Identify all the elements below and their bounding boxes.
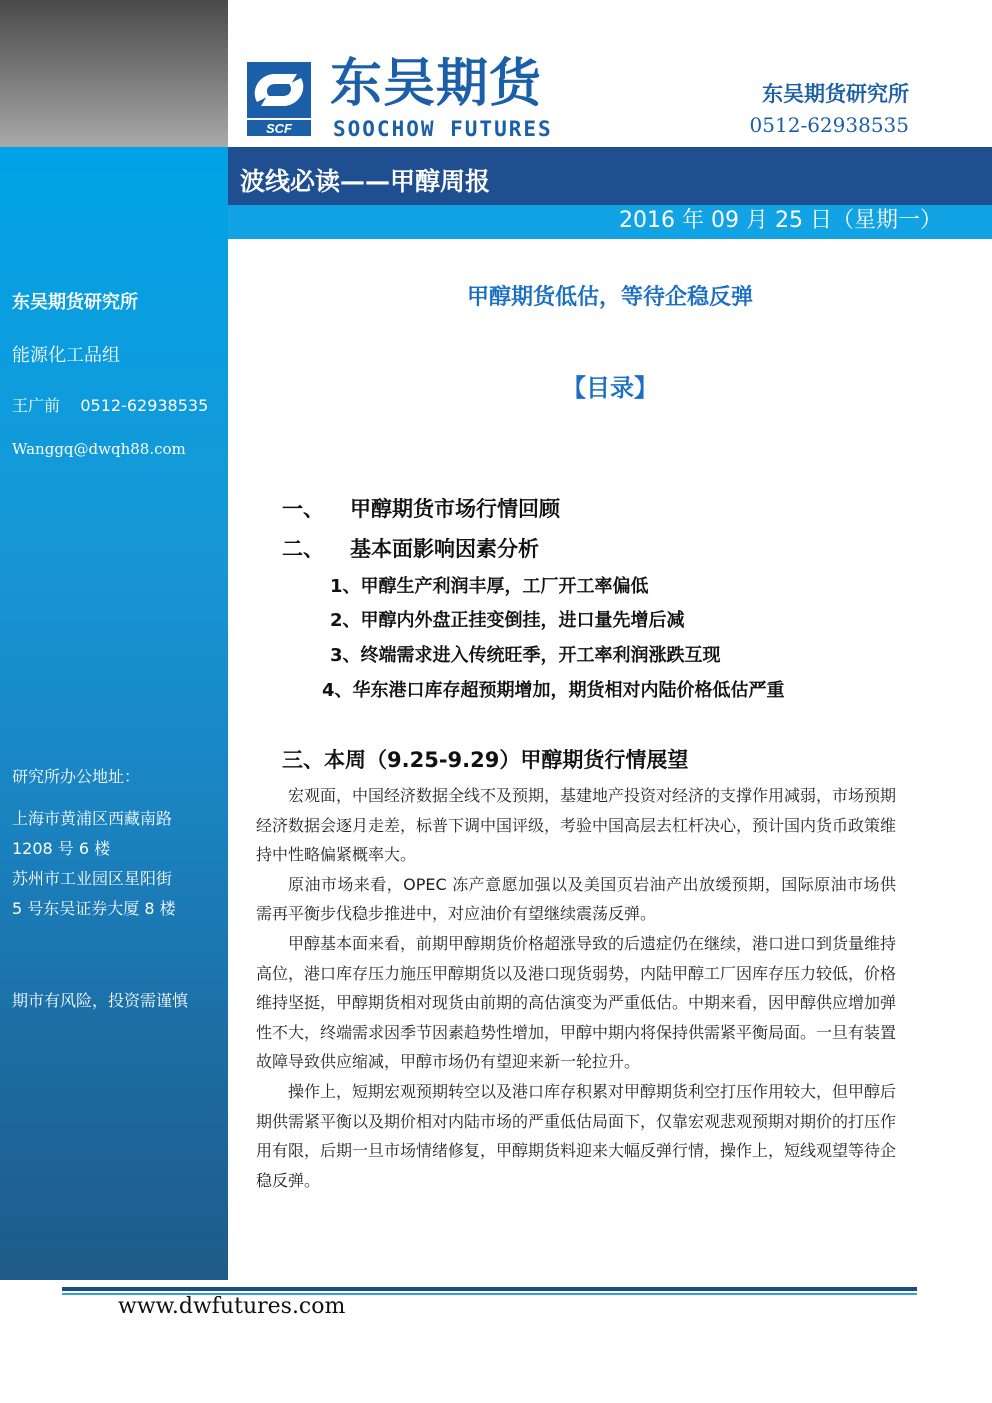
brand-name-cn: 东吴期货 (330, 54, 543, 114)
sidebar-group: 能源化工品组 (12, 345, 120, 366)
report-date: 2016 年 09 月 25 日（星期一） (619, 208, 942, 233)
footer-url[interactable]: www.dwfutures.com (118, 1294, 346, 1319)
sidebar (0, 147, 228, 1280)
brand-name-en: SOOCHOW FUTURES (333, 117, 553, 141)
sidebar-org: 东吴期货研究所 (12, 292, 138, 313)
paragraph-fundamentals: 甲醇基本面来看，前期甲醇期货价格超涨导致的后遗症仍在继续，港口进口到货量维持高位，港口库存压力施压甲醇期货以及港口现货弱势，内陆甲醇工厂因库存压力较低，价格维持坚挺，甲醇期货相对现货由前期的高估演变为严重低估。中期来看，因甲醇供应增加弹性不大，终端需求因季节因素趋势性增加，甲醇中期内将保持供需紧平衡局面。一旦有装置故障导致供应缩减，甲醇市场仍有望迎来新一轮拉升。 (256, 933, 897, 1072)
section-number: 一、 (282, 497, 324, 521)
address-line: 1208 号 6 楼 (12, 839, 111, 858)
sidebar-address (12, 804, 176, 924)
toc-subsection-4[interactable]: 4、华东港口库存超预期增加，期货相对内陆价格低估严重 (322, 680, 785, 701)
outlook-body (256, 781, 896, 1195)
footer-divider (62, 1287, 917, 1291)
address-line: 苏州市工业园区星阳街 (12, 869, 173, 888)
toc-subsection-3[interactable]: 3、终端需求进入传统旺季，开工率利润涨跌互现 (330, 645, 721, 666)
toc-section-3[interactable]: 三、本周（9.25-9.29）甲醇期货行情展望 (282, 748, 689, 772)
scf-logo-icon (247, 62, 311, 136)
toc-section-2[interactable] (282, 533, 539, 563)
section-number: 二、 (282, 537, 324, 561)
section-text: 甲醇期货市场行情回顾 (350, 497, 560, 521)
sidebar-analyst: 王广前 0512-62938535 (12, 396, 209, 415)
toc-title: 【目录】 (562, 374, 658, 402)
address-line: 5 号东吴证券大厦 8 楼 (12, 899, 176, 918)
section-text: 基本面影响因素分析 (350, 537, 539, 561)
paragraph-macro: 宏观面，中国经济数据全线不及预期，基建地产投资对经济的支撑作用减弱，市场预期经济数据会逐月走差，标普下调中国评级，考验中国高层去杠杆决心，预计国内货币政策维持中性略偏紧概率大。 (256, 786, 897, 865)
toc-subsection-1[interactable]: 1、甲醇生产利润丰厚，工厂开工率偏低 (330, 576, 649, 597)
header-org: 东吴期货研究所 (762, 82, 909, 106)
paragraph-crude: 原油市场来看，OPEC 冻产意愿加强以及美国页岩油产出放缓预期，国际原油市场供需再平衡步伐稳步推进中，对应油价有望继续震荡反弹。 (256, 874, 896, 924)
header-phone: 0512-62938535 (749, 113, 909, 137)
report-title: 波线必读——甲醇周报 (240, 167, 491, 196)
address-line: 上海市黄浦区西藏南路 (12, 809, 173, 828)
headline: 甲醇期货低估，等待企稳反弹 (466, 285, 753, 310)
toc-section-1[interactable] (282, 493, 560, 523)
sidebar-address-title: 研究所办公地址： (12, 767, 141, 786)
risk-notice: 期市有风险，投资需谨慎 (12, 991, 189, 1010)
sidebar-email[interactable]: Wanggq@dwqh88.com (12, 440, 186, 458)
svg-text:SCF: SCF (266, 121, 292, 136)
header-grey-block (0, 0, 228, 147)
paragraph-strategy: 操作上，短期宏观预期转空以及港口库存积累对甲醇期货利空打压作用较大，但甲醇后期供需紧平衡以及期价相对内陆市场的严重低估局面下，仅靠宏观悲观预期对期价的打压作用有限，后期一旦市场情绪修复，甲醇期货料迎来大幅反弹行情，操作上，短线观望等待企稳反弹。 (256, 1081, 897, 1190)
toc-subsection-2[interactable]: 2、甲醇内外盘正挂变倒挂，进口量先增后减 (330, 610, 685, 631)
